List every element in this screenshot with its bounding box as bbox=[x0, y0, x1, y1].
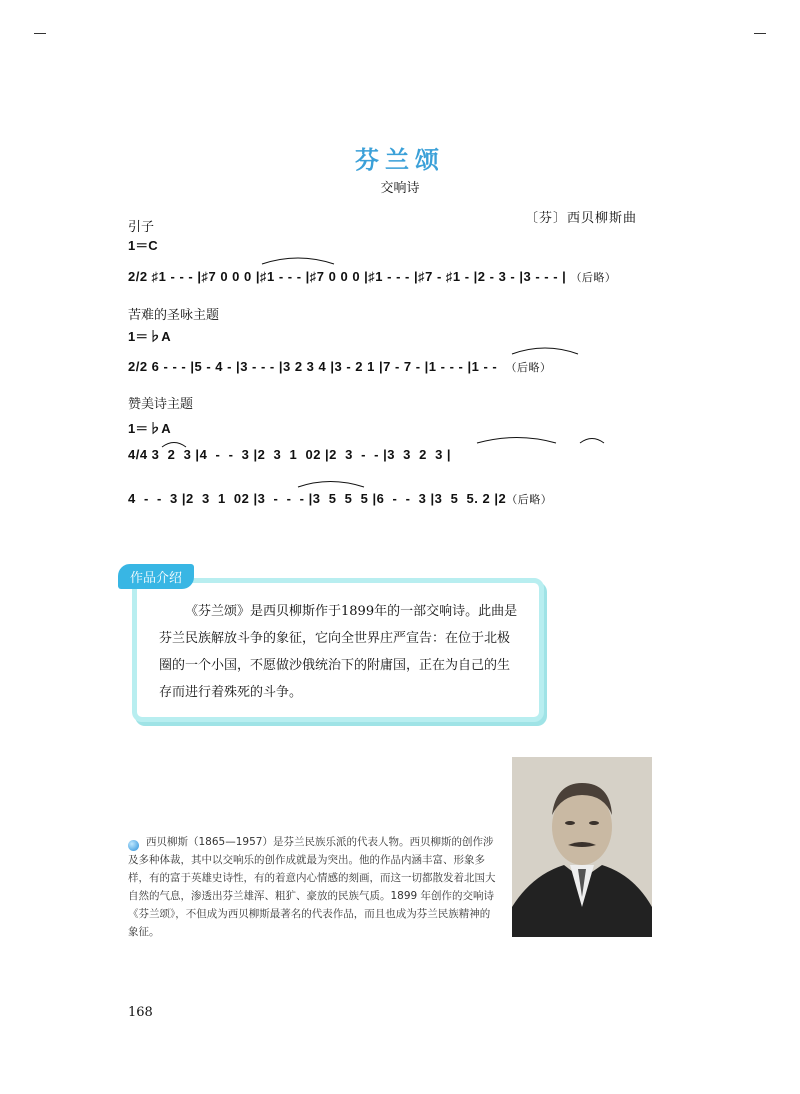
bio-text: 西贝柳斯（1865—1957）是芬兰民族乐派的代表人物。西贝柳斯的创作涉及多种体裁，其中以交响乐的创作成就最为突出。他的作品内涵丰富、形象多样，有的富于英雄史诗性，有的着意内心情感的刻画，而这一切都散发着北国大自然的气息，渗透出芬兰雄浑、粗犷、豪放的民族气质。1899 年创作的交响诗《芬兰颂》，不但成为西贝柳斯最著名的代表作品，而且也成为芬兰民族精神的象征。 bbox=[128, 836, 496, 938]
score-tail: （后略） bbox=[506, 494, 553, 506]
intro-text: 《芬兰颂》是西贝柳斯作于1899年的一部交响诗。此曲是芬兰民族解放斗争的象征，它向全世界庄严宣告：在位于北极圈的一个小国，不愿做沙俄统治下的附庸国，正在为自己的生存而进行着殊死的斗争。 bbox=[159, 604, 518, 700]
slur bbox=[162, 443, 186, 448]
page-title: 芬兰颂 bbox=[355, 145, 445, 174]
slur bbox=[512, 348, 578, 354]
score-key: 1＝C bbox=[128, 238, 158, 253]
page-subtitle: 交响诗 bbox=[380, 181, 420, 196]
portrait-photo bbox=[512, 757, 652, 937]
score-section-title: 苦难的圣咏主题 bbox=[128, 308, 220, 323]
portrait-illustration bbox=[512, 757, 652, 937]
score-tail: （后略） bbox=[505, 362, 552, 374]
score-key: 1＝♭A bbox=[128, 421, 171, 436]
score-notes: 4 - - 3 |2 3 1 02 |3 - - - |3 5 5 5 |6 - - 3 |3 5 5. 2 |2 bbox=[128, 491, 507, 506]
score-key: 1＝♭A bbox=[128, 329, 171, 344]
score-notes: 4/4 3 2 3 |4 - - 3 |2 3 1 02 |2 3 - - |3 3 2 3 | bbox=[128, 447, 452, 462]
slur bbox=[262, 258, 334, 264]
score-notes: 2/2 ♯1 - - - |♯7 0 0 0 |♯1 - - - |♯7 0 0 0 |♯1 - - - |♯7 - ♯1 - |2 - 3 - |3 - - - | bbox=[128, 269, 567, 284]
composer-credit: 〔芬〕西贝柳斯曲 bbox=[524, 211, 637, 226]
slur bbox=[298, 482, 364, 488]
slur bbox=[580, 439, 604, 444]
score-section-title: 引子 bbox=[128, 220, 155, 235]
slur bbox=[477, 438, 556, 444]
score-section-title: 赞美诗主题 bbox=[128, 397, 194, 412]
page-number: 168 bbox=[128, 1005, 153, 1020]
score-tail: （后略） bbox=[570, 272, 617, 284]
score-notes: 2/2 6 - - - |5 - 4 - |3 - - - |3 2 3 4 |3 - 2 1 |7 - 7 - |1 - - - |1 - - bbox=[128, 359, 502, 374]
intro-heading: 作品介绍 bbox=[118, 564, 194, 589]
